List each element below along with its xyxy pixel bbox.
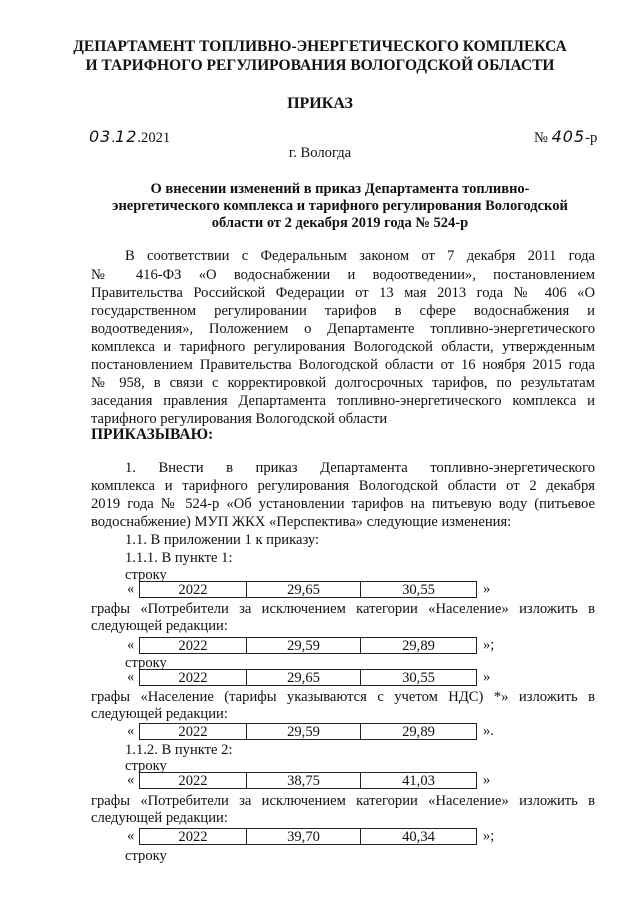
subitem-1-1-1: 1.1.1. В пункте 1: xyxy=(125,550,233,566)
label-stroku: строку xyxy=(125,758,167,774)
cell-end: » xyxy=(483,668,491,685)
cell-value-2: 41,03 xyxy=(361,772,477,789)
cell-end: ». xyxy=(483,722,494,739)
next-edition-text: следующей редакции: xyxy=(91,706,228,722)
tariff-row-new: « 2022 39,70 40,34 »; xyxy=(127,827,495,845)
item1-line: 2019 года № 524-р «Об установлении тарифов на питьевую воду (питьевое xyxy=(91,496,595,512)
document-type: ПРИКАЗ xyxy=(287,95,353,112)
order-word: ПРИКАЗЫВАЮ: xyxy=(91,426,214,443)
city: г. Вологда xyxy=(288,145,352,161)
cell-value-1: 29,59 xyxy=(247,723,361,740)
order-title-line-1: О внесении изменений в приказ Департамента топливно- xyxy=(150,181,530,197)
order-title-line-3: области от 2 декабря 2019 года № 524-р xyxy=(211,215,469,231)
label-stroku: строку xyxy=(125,655,167,671)
preamble-line: заседания правления Департамента топливно-энергетического комплекса и xyxy=(91,393,595,409)
preamble-line: № 416-ФЗ «О водоснабжении и водоотведении», постановлением xyxy=(91,267,595,283)
cell-year: 2022 xyxy=(139,723,247,740)
department-name-line-2: И ТАРИФНОГО РЕГУЛИРОВАНИЯ ВОЛОГОДСКОЙ ОБЛАСТИ xyxy=(85,57,555,74)
cell-value-1: 39,70 xyxy=(247,828,361,845)
subitem-1-1-2: 1.1.2. В пункте 2: xyxy=(125,742,233,758)
cell-end: »; xyxy=(483,636,495,653)
tariff-row-old: « 2022 38,75 41,03 » xyxy=(127,771,491,789)
subitem-1-1: 1.1. В приложении 1 к приказу: xyxy=(125,532,320,548)
next-edition-text: следующей редакции: xyxy=(91,618,228,634)
number-sign: № xyxy=(534,130,548,146)
graph-consumers-text: графы «Потребители за исключением категории «Население» изложить в xyxy=(91,601,595,617)
order-date: 03.12.2021 xyxy=(89,127,171,146)
preamble-line: комплекса и тарифного регулирования Вологодской области, утвержденным xyxy=(91,339,595,355)
order-number xyxy=(534,127,597,147)
item1-line: комплекса и тарифного регулирования Вологодской области от 2 декабря xyxy=(91,478,595,494)
cell-value-2: 29,89 xyxy=(361,637,477,654)
cell-year: 2022 xyxy=(139,581,247,598)
cell-end: » xyxy=(483,771,491,788)
cell-year: 2022 xyxy=(139,637,247,654)
preamble-line: Правительства Российской Федерации от 13 мая 2013 года № 406 «О xyxy=(91,285,595,301)
preamble-line: государственном регулировании тарифов в сфере водоснабжения и xyxy=(91,303,595,319)
cell-end: »; xyxy=(483,827,495,844)
cell-value-1: 38,75 xyxy=(247,772,361,789)
label-stroku: строку xyxy=(125,567,167,583)
department-name-line-1: ДЕПАРТАМЕНТ ТОПЛИВНО-ЭНЕРГЕТИЧЕСКОГО КОМПЛЕКСА xyxy=(73,38,567,55)
cell-year: 2022 xyxy=(139,669,247,686)
number-suffix: -р xyxy=(585,130,598,146)
number-value: 405 xyxy=(551,127,586,146)
cell-value-1: 29,59 xyxy=(247,637,361,654)
preamble-line: № 958, в связи с корректировкой долгосрочных тарифов, по результатам xyxy=(91,375,595,391)
tariff-row-old: « 2022 29,65 30,55 » xyxy=(127,580,491,598)
preamble-line: тарифного регулирования Вологодской области xyxy=(91,411,388,427)
preamble-line: В соответствии с Федеральным законом от 7 декабря 2011 года xyxy=(125,248,595,264)
cell-value-2: 40,34 xyxy=(361,828,477,845)
date-year: .2021 xyxy=(137,130,171,146)
preamble-line: постановлением Правительства Вологодской области от 16 ноября 2015 года xyxy=(91,357,595,373)
date-day: 03 xyxy=(89,127,112,146)
cell-value-2: 30,55 xyxy=(361,669,477,686)
cell-end: » xyxy=(483,580,491,597)
item1-line: 1. Внести в приказ Департамента топливно-энергетического xyxy=(125,460,595,476)
tariff-row-old: « 2022 29,65 30,55 » xyxy=(127,668,491,686)
order-title-line-2: энергетического комплекса и тарифного регулирования Вологодской xyxy=(112,198,568,214)
date-month: 12 xyxy=(115,127,138,146)
cell-year: 2022 xyxy=(139,828,247,845)
cell-year: 2022 xyxy=(139,772,247,789)
label-stroku: строку xyxy=(125,848,167,864)
cell-value-1: 29,65 xyxy=(247,669,361,686)
cell-value-2: 30,55 xyxy=(361,581,477,598)
item1-line: водоснабжение) МУП ЖКХ «Перспектива» следующие изменения: xyxy=(91,514,512,530)
cell-value-1: 29,65 xyxy=(247,581,361,598)
preamble-line: водоотведения», Положением о Департаменте топливно-энергетического xyxy=(91,321,595,337)
next-edition-text: следующей редакции: xyxy=(91,810,228,826)
cell-value-2: 29,89 xyxy=(361,723,477,740)
graph-consumers-text: графы «Потребители за исключением категории «Население» изложить в xyxy=(91,793,595,809)
tariff-row-new: « 2022 29,59 29,89 ». xyxy=(127,722,494,740)
tariff-row-new: « 2022 29,59 29,89 »; xyxy=(127,636,495,654)
graph-population-text: графы «Население (тарифы указываются с учетом НДС) *» изложить в xyxy=(91,689,595,705)
